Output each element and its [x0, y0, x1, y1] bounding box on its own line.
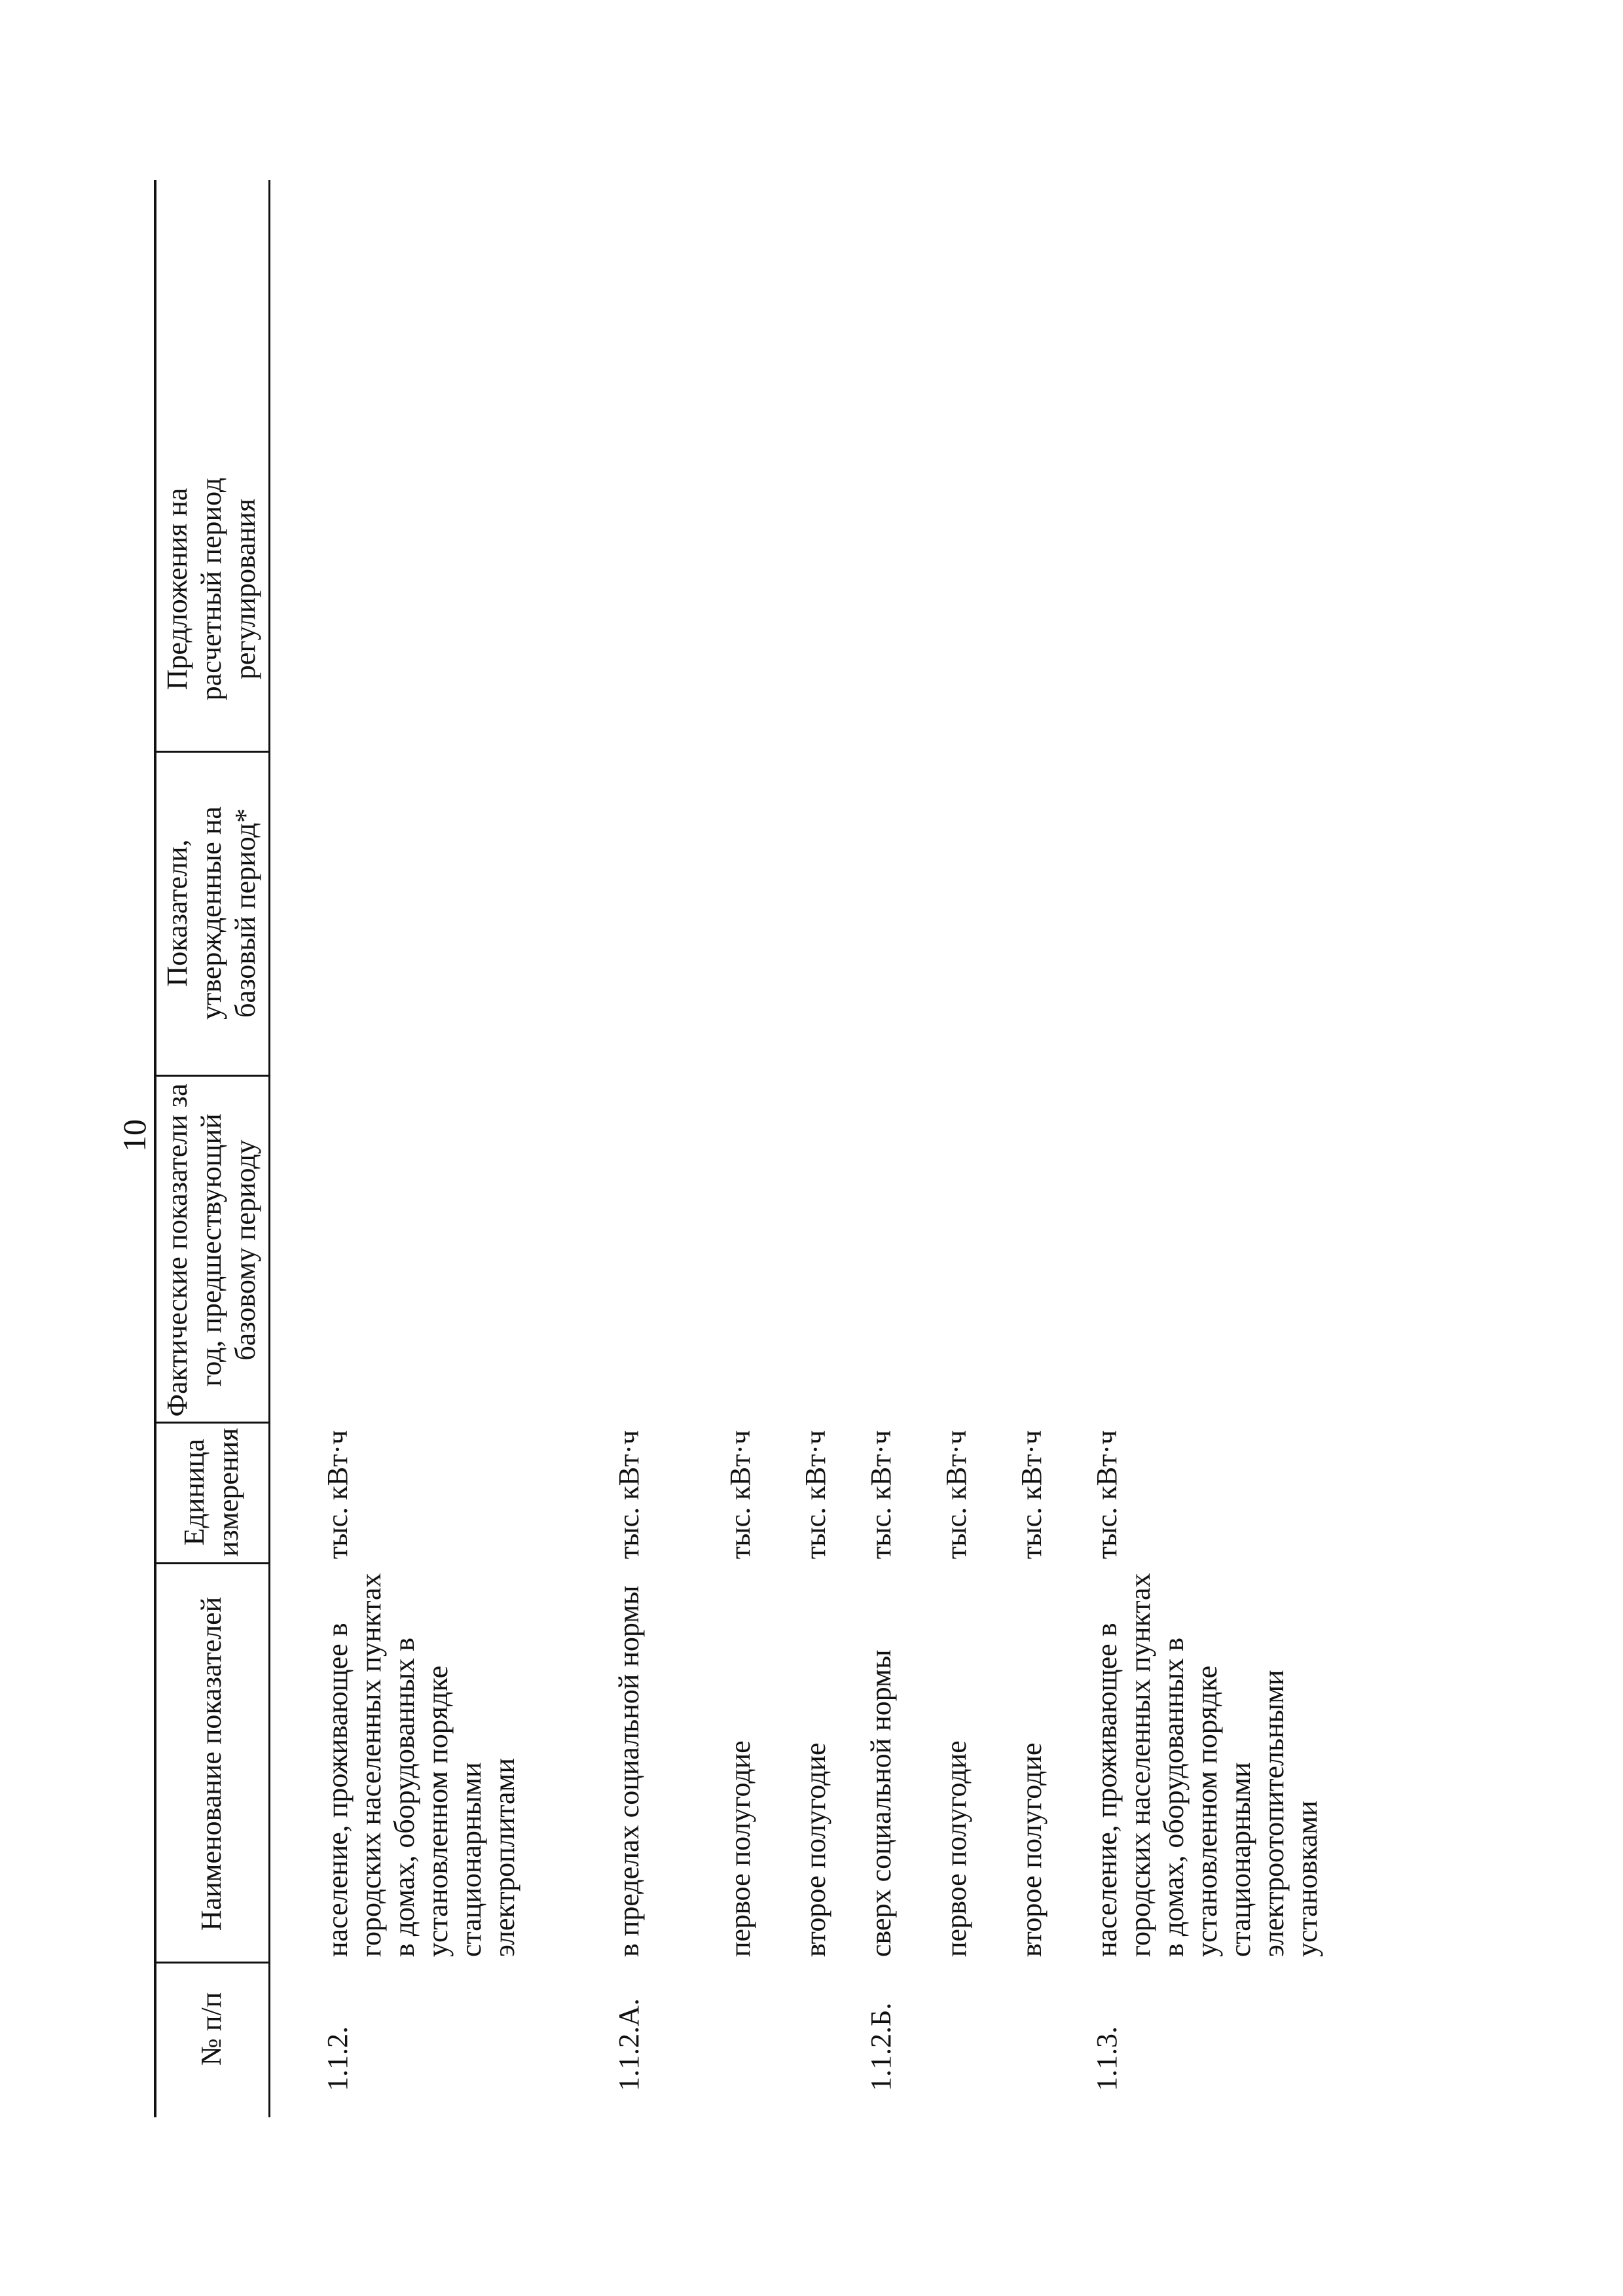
row-number: 1.1.3. [1091, 2026, 1123, 2091]
row-name: население, проживающее в городских населенных пунктах в домах, оборудованных в установленном порядке стационарными электроплитами [321, 1573, 520, 1957]
row-unit: тыс. кВт·ч [1015, 1430, 1048, 1560]
table-header-rule [268, 180, 270, 2117]
rotated-table [154, 180, 1323, 2117]
row-unit: тыс. кВт·ч [799, 1430, 831, 1560]
header-unit: Единица измерения [177, 1427, 244, 1557]
row-number: 1.1.2.А. [613, 1998, 645, 2091]
row-unit: тыс. кВт·ч [724, 1430, 756, 1560]
header-divider [154, 1422, 268, 1424]
row-name: первое полугодие [940, 1740, 972, 1957]
header-num: № п/п [194, 1992, 227, 2066]
row-unit: тыс. кВт·ч [613, 1430, 645, 1560]
row-name: в пределах социальной нормы [613, 1585, 645, 1957]
row-unit: тыс. кВт·ч [321, 1430, 354, 1560]
header-divider [154, 751, 268, 753]
row-name: второе полугодие [1015, 1742, 1048, 1957]
row-number: 1.1.2. [321, 2026, 354, 2091]
header-divider [154, 1562, 268, 1564]
row-number: 1.1.2.Б. [865, 2002, 897, 2091]
header-proposals: Предложения на расчетный период регулирования [160, 477, 261, 701]
row-name: первое полугодие [724, 1740, 756, 1957]
row-unit: тыс. кВт·ч [1091, 1430, 1123, 1560]
row-name: сверх социальной нормы [865, 1649, 897, 1957]
row-unit: тыс. кВт·ч [865, 1430, 897, 1560]
header-approved-base: Показатели, утвержденные на базовый период* [160, 806, 261, 1020]
page-number: 10 [116, 1119, 153, 1152]
header-divider [154, 1962, 268, 1964]
row-unit: тыс. кВт·ч [940, 1430, 972, 1560]
row-name: второе полугодие [799, 1742, 831, 1957]
header-divider [154, 1075, 268, 1077]
header-actual-prev-year: Фактические показатели за год, предшествующий базовому периоду [160, 1083, 261, 1417]
header-name: Наименование показателей [194, 1596, 227, 1931]
row-name: население, проживающее в городских населенных пунктах в домах, оборудованных в установленном порядке стационарными электроотопительными установками [1091, 1573, 1323, 1957]
